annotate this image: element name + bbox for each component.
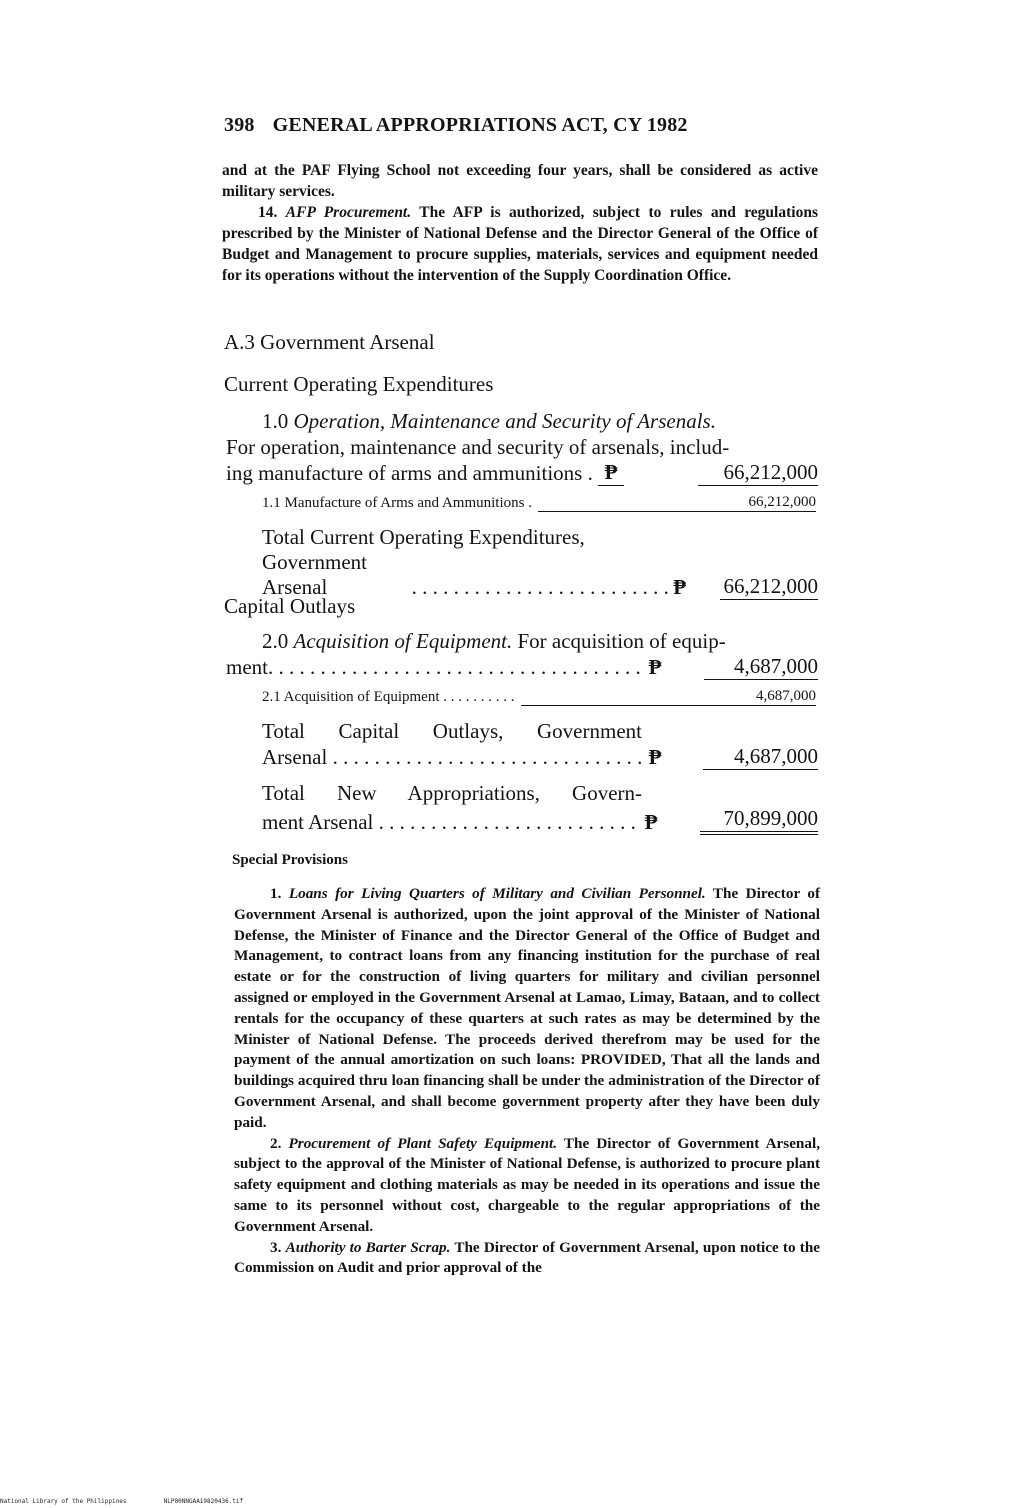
provision-1-title: Loans for Living Quarters of Military and Civilian Personnel. xyxy=(288,885,706,902)
grand-total-amount: 70,899,000 xyxy=(700,806,818,835)
peso-sign: ₱ xyxy=(673,575,687,599)
provision-3: 3. Authority to Barter Scrap. The Director of Government Arsenal, upon notice to the Commission on Audit and prior approval of the xyxy=(234,1238,821,1277)
current-heading: Current Operating Expenditures xyxy=(224,372,494,396)
special-provisions-heading: Special Provisions xyxy=(232,852,348,868)
provision-14: 14. AFP Procurement. The AFP is authorized, subject to rules and regulations prescribed by the Minister of National Defense and the Director General of the Office of Budget and Management to procure supplies, materials, services and equipment needed for its operations without the intervention of the Supply Coordination Office. xyxy=(222,204,818,284)
scan-footer xyxy=(0,1498,243,1505)
grand-total-row: ment Arsenal . . . . . . . . . . . . . . . . . . . . . . . . . ₱ 70,899,000 xyxy=(262,806,818,834)
grand-total-label: Total New Appropriations, Govern- xyxy=(262,781,642,805)
peso-sign: ₱ xyxy=(648,745,662,769)
provision-1: 1. Loans for Living Quarters of Military and Civilian Personnel. The Director of Government Arsenal is authorized, upon the joint approval of the Minister of National Defense, the Minister of Finance and the Director General of the Office of Budget and Management, to contract loans from any financing institution for the purchase of real estate or for the construction of living quarters for military and civilian personnel assigned or employed in the Government Arsenal at Lamao, Limay, Bataan, and to collect rentals for the occupancy of these quarters at such rates as may be determined by the Minister of National Defense. The proceeds derived therefrom may be used for the payment of the annual amortization on such loans: PROVIDED, That all the lands and buildings acquired thru loan financing shall be under the administration of the Director of Government Arsenal, and shall become government property after they have been duly paid. xyxy=(234,885,821,1131)
capital-item-amount: 4,687,000 xyxy=(704,654,818,680)
capital-item-2: 2.0 Acquisition of Equipment. For acquisition of equip- xyxy=(262,629,726,653)
capital-subitem-row: 2.1 Acquisition of Equipment . . . . . . . . . . 4,687,000 xyxy=(262,688,816,705)
capital-total-row: Arsenal . . . . . . . . . . . . . . . . . . . . . . . . . . . . . . ₱ 4,687,000 xyxy=(262,744,818,769)
current-subitem-amount: 66,212,000 xyxy=(538,494,816,512)
current-total-label: Total Current Operating Expenditures, xyxy=(262,525,585,549)
intro-text xyxy=(222,160,818,286)
file-name: NLP00NNGAA19820436.tif xyxy=(163,1498,244,1505)
capital-total-amount: 4,687,000 xyxy=(703,744,818,770)
continuation-paragraph: and at the PAF Flying School not exceeding four years, shall be considered as active military services. xyxy=(222,162,818,200)
page-header xyxy=(224,114,688,137)
current-total-row: Government Arsenal . . . . . . . . . . . . . . . . . . . . . . . . . ₱ 66,212,000 xyxy=(262,550,818,599)
capital-subitem-amount: 4,687,000 xyxy=(521,688,817,706)
page-title: GENERAL APPROPRIATIONS ACT, CY 1982 xyxy=(272,114,688,136)
current-total-amount: 66,212,000 xyxy=(720,574,818,600)
current-subitem-row: 1.1 Manufacture of Arms and Ammunitions . 66,212,000 xyxy=(262,494,816,511)
capital-item-amount-row: ment . . . . . . . . . . . . . . . . . . . . . . . . . . . . . . . . . . . . ₱ 4,687,000 xyxy=(226,654,818,679)
special-provisions-body xyxy=(234,884,820,1279)
peso-sign: ₱ xyxy=(644,810,658,834)
current-item-1: 1.0 Operation, Maintenance and Security of Arsenals. xyxy=(262,409,716,433)
current-item-text: For operation, maintenance and security of arsenals, includ- xyxy=(226,435,730,459)
capital-heading: Capital Outlays xyxy=(224,594,356,618)
provision-2-title: Procurement of Plant Safety Equipment. xyxy=(288,1134,558,1152)
peso-sign: ₱ xyxy=(648,655,662,679)
provision-2: 2. Procurement of Plant Safety Equipment. The Director of Government Arsenal, subject to the approval of the Minister of National Defense, is authorized to procure plant safety equipment and clothing materials as may be needed in its operations and issue the same to its personnel without cost, chargeable to the regular appropriations of the Government Arsenal. xyxy=(234,1134,820,1235)
provision-14-title: AFP Procurement. xyxy=(285,204,412,221)
library-name: National Library of the Philippines xyxy=(0,1498,127,1505)
peso-sign: ₱ xyxy=(598,460,624,486)
current-item-title: Operation, Maintenance and Security of Arsenals. xyxy=(293,409,716,433)
section-title: A.3 Government Arsenal xyxy=(224,330,435,354)
capital-total-label: Total Capital Outlays, Government xyxy=(262,719,642,743)
page-number: 398 xyxy=(224,114,255,136)
provision-3-title: Authority to Barter Scrap. xyxy=(285,1238,451,1256)
capital-item-title: Acquisition of Equipment. xyxy=(293,629,513,653)
current-item-amount-row: ing manufacture of arms and ammunitions . ₱ 66,212,000 xyxy=(226,460,818,485)
current-item-amount: 66,212,000 xyxy=(698,460,818,486)
